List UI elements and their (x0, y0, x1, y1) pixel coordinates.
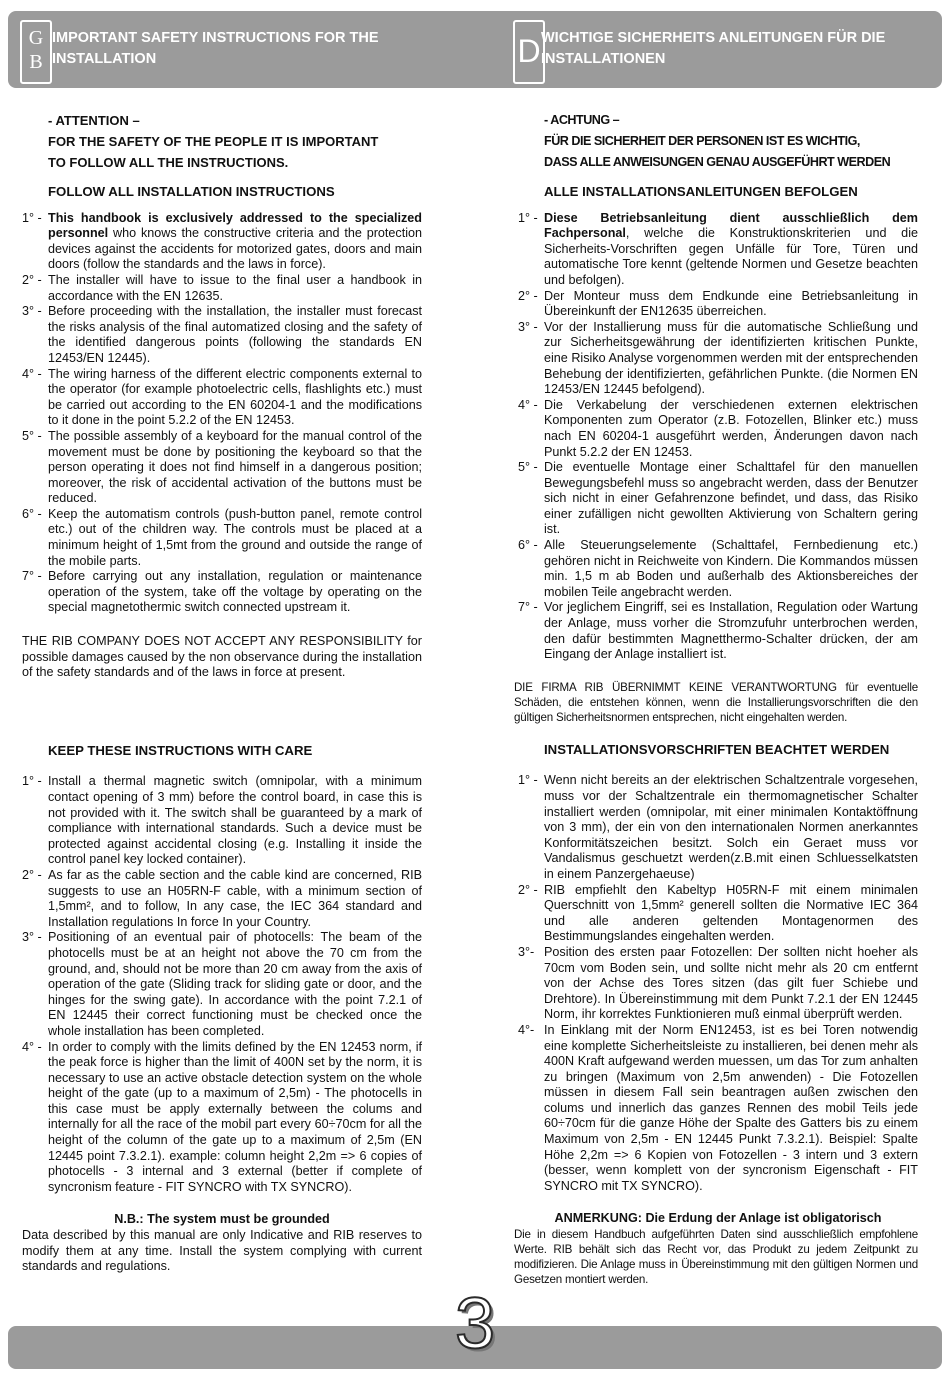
en-nb-text: Data described by this manual are only Indicative and RIB reserves to modify them at any time. Install the system complying with current standards and regulations. (22, 1228, 422, 1274)
list-item-text: Position des ersten paar Fotozellen: Der sollten nicht hoeher als 70cm vom Boden sein, und sollte nicht mehr als 20 cm entfernt von der Achse des Tores sitzen (das gilt fuer Schiebe und Drehtore). In Übereinstimmung mit dem Punkt 7.2.1 der EN 12445 Norm, ihr korrektes Funktionieren muß einmal überprüft werden. (544, 944, 918, 1022)
list-item (22, 774, 422, 868)
list-item-number: 7° - (22, 569, 42, 584)
list-item-number: 4° - (22, 366, 42, 381)
list-item-text: The possible assembly of a keyboard for the manual control of the movement must be done by positioning the keyboard so that the person operating it does not find himself in a dangerous position; moreover, the risk of accidental activation of the buttons must be reduced. (48, 428, 422, 506)
list-item-text: , welche die Konstruktionskriterien und die Sicherheits-Vorschriften gegen Unfälle für Tore, Türen und automatische Tore kennt (geltende Normen und Gesetze beachten und befolgen). (544, 226, 918, 287)
sicherheit-line-2: DASS ALLE ANWEISUNGEN GENAU AUSGEFÜHRT WERDEN (544, 155, 891, 169)
list-item (22, 429, 422, 507)
list-item (22, 367, 422, 429)
en-installation-list (22, 774, 422, 1195)
list-item (22, 930, 422, 1039)
list-item (22, 273, 422, 304)
list-item (22, 569, 422, 616)
list-item (518, 883, 918, 945)
list-item-number: 4° - (22, 1039, 42, 1054)
list-item-text: As far as the cable section and the cable kind are concerned, RIB suggests to use an H05RN-F cable, with a minimum section of 1,5mm², and to follow, In any case, the IEC 364 standard and Installation regulations In force In your Country. (48, 867, 422, 929)
header-d (503, 11, 943, 88)
list-item-number: 1° - (22, 210, 42, 225)
header-bar (8, 11, 942, 88)
list-item-text: Vor jeglichem Eingriff, sei es Installation, Regulation oder Wartung der Anlage, muss vorher die Stromzufuhr unterbrochen werden, den dafür bestimmten Magnetthermo-Schalter drücken, der am Eingang der Anlage installiert ist. (544, 600, 918, 662)
list-item-text: In Einklang mit der Norm EN12453, ist es bei Toren notwendig eine komplette Sicherheitsleiste zu installieren, bei denen mehr als 400N Kraft aufgewand werden muessen, um das Tor zum anhalten zu bringen (Maximum von 2,5m anwenden) - Die Fotozellen müssen in diesem Fall sein beantragen außen zwischen den colums und innerlich das ganzes Rennen des mobil Teils jede 60÷70cm für die ganze Höhe der Spalte des Gatters bis zu einem Maximum von 2,5m - EN 12445 Punkt 7.3.2.1). Beispiel: Spalte Höhe 2,2m => 6 Kopien von Fotozellen - 3 intern und 3 extern (besser, wenn komplett von der syncronism Eigenschaft - FIT SYNCRO mit TX SYNCRO). (544, 1022, 918, 1193)
list-item-text: Der Monteur muss dem Endkunde eine Betriebsanleitung in Übereinkunft der EN12635 überreichen. (544, 288, 918, 319)
list-item (22, 868, 422, 930)
befolgen-title: ALLE INSTALLATIONSANLEITUNGEN BEFOLGEN (544, 184, 858, 199)
sicherheit-line-1: FÜR DIE SICHERHEIT DER PERSONEN IST ES WICHTIG, (544, 134, 860, 148)
list-item (518, 945, 918, 1023)
en-rib-disclaimer-text: for possible damages caused by the non observance during the installation of the safety standards and of the laws in force at present. (22, 634, 423, 680)
list-item-number: 7° - (518, 600, 538, 615)
list-item-number: 2° - (22, 272, 42, 287)
list-item-number: 4° - (518, 397, 538, 412)
list-item (518, 398, 918, 460)
list-item (518, 320, 918, 398)
list-item-text: Alle Steuerungselemente (Schalttafel, Fernbedienung etc.) gehören nicht in Reichweite von Kindern. Die Kommandos müssen min. 1,5 m ab Boden und außerhalb des Aktionsbereiches der mobilen Teile angebracht werden. (544, 538, 918, 599)
german-column (514, 110, 918, 1287)
list-item-number: 3° - (22, 930, 42, 945)
list-item-number: 5° - (518, 460, 538, 475)
list-item-text: The wiring harness of the different electric components external to the operator (for example photoelectric cells, flashlights etc.) must be carried out according to the EN 60204-1 and the modifications to it done in the point 5.2.2 of the EN 12453. (48, 366, 422, 428)
list-item-text: Positioning of an eventual pair of photocells: The beam of the photocells must be at an height not above the 70 cm from the ground, and, should not be more than 20 cm away from the axis of operation of the gate (Sliding track for sliding gate or door, and the hinges for the swing gate). In accordance with the point 7.2.1 of EN 12445 their correct functioning must be checked once the whole installation has been completed. (48, 930, 422, 1038)
installationsvorschriften-title: INSTALLATIONSVORSCHRIFTEN BEACHTET WERDEN (544, 741, 890, 757)
list-item-text: who knows the constructive criteria and the protection devices against the accidents for motorized gates, doors and main doors (follow the standards and the laws in force). (48, 226, 422, 272)
list-item (518, 289, 918, 320)
list-item (518, 460, 918, 538)
list-item-number: 2° - (518, 288, 538, 303)
achtung-block (544, 110, 918, 173)
keep-instructions-title: KEEP THESE INSTRUCTIONS WITH CARE (48, 742, 313, 758)
list-item-number: 1° - (22, 774, 42, 789)
follow-instructions-title: FOLLOW ALL INSTALLATION INSTRUCTIONS (48, 184, 335, 199)
list-item-text: The installer will have to issue to the final user a handbook in accordance with the EN 12635. (48, 272, 422, 303)
list-item-number: 1° - (518, 210, 538, 225)
gb-badge-letter-g: G (28, 27, 44, 49)
de-installation-list (518, 773, 918, 1194)
en-nb-title: N.B.: The system must be grounded (114, 1212, 330, 1227)
list-item-text: Before carrying out any installation, regulation or maintenance operation of the system, take off the voltage by operating on the special magnetothermic switch connected upstream it. (48, 569, 422, 615)
list-item-number: 3°- (518, 944, 535, 959)
attention-block (48, 110, 422, 173)
list-item (22, 304, 422, 366)
list-item-number: 5° - (22, 428, 42, 443)
list-item (22, 507, 422, 569)
list-item (22, 211, 422, 273)
list-item-text: Before proceeding with the installation, the installer must forecast the risks analysis of the final automatized closing and the safety of the identified dangerous points (following the standards EN 12453/EN 12445). (48, 304, 422, 365)
list-item-text: Keep the automatism controls (push-button panel, remote control etc.) out of the children way. The controls must be placed at a minimum height of 1,5mt from the ground and outside the range of the mobile parts. (48, 506, 422, 568)
list-item-text: Die eventuelle Montage einer Schalttafel für den manuellen Bewegungsbefehl muss so angebracht werden, dass der Benutzer sich nicht in einer Gefahrenzone befindet, und dass, das Risiko einer zufälligen nicht gewollten Aktivierung von Schaltern gering ist. (544, 460, 918, 537)
list-item-number: 2° - (518, 882, 538, 897)
list-item-text: Die Verkabelung der verschiedenen externen elektrischen Komponenten zum Operator (z.B. Fotozellen, Blinker etc.) muss nach EN 60204-1 ausgeführt werden, Änderungen davon nach Punkt 5.2.2 der EN 12453. (544, 397, 918, 459)
list-item (22, 1040, 422, 1196)
gb-badge-letter-b: B (29, 51, 43, 73)
list-item-number: 1° - (518, 773, 538, 788)
de-rib-disclaimer-caps: DIE FIRMA RIB ÜBERNIMMT KEINE VERANTWORTUNG (514, 680, 837, 694)
list-item (518, 211, 918, 289)
list-item-number: 3° - (518, 319, 538, 334)
list-item-text: RIB empfiehlt den Kabeltyp H05RN-F mit einem minimalen Querschnitt von 1,5mm² generell sollten die Normative IEC 364 und alle anderen geltenden Montagenormen des Bestimmungslandes eingehalten werden. (544, 882, 918, 944)
en-rib-disclaimer-caps: THE RIB COMPANY DOES NOT ACCEPT ANY RESPONSIBILITY (22, 634, 403, 649)
list-item-text: Vor der Installierung muss für die automatische Schließung und zur Sicherheitsgewährung der identifizierten kritischen Punkte, eine Risiko Analyse vorgenommen werden mit der entsprechenden Behebung der identifizierten, gefährlichen Punkte. (die Normen EN 12453/EN 12445 befolgend). (544, 319, 918, 397)
de-instruction-list (518, 211, 918, 663)
d-header-title: WICHTIGE SICHERHEITS ANLEITUNGEN FÜR DIE INSTALLATIONEN (541, 30, 886, 67)
list-item-text: Wenn nicht bereits an der elektrischen Schaltzentrale vorgesehen, muss vor der Schaltzentrale ein thermomagnetischer Schalter installiert werden (omnipolar, mit einer minimalen Kontaktöffnung von 3 mm), der ein von den internationalen Normen anerkanntes Konformitätszeichen besitzt. Solch ein Geraet muss vor Vandalismus geschuetzt werden(z.B.mit einen Schluesselkatsten in einem Panzergehaeuse) (544, 773, 918, 881)
safety-line-2: TO FOLLOW ALL THE INSTRUCTIONS. (48, 155, 289, 170)
en-rib-disclaimer (22, 634, 422, 681)
de-nb-title: ANMERKUNG: Die Erdung der Anlage ist obligatorisch (554, 1211, 882, 1226)
list-item (518, 600, 918, 662)
list-item-number: 6° - (518, 538, 538, 553)
list-item (518, 773, 918, 882)
achtung-heading: - ACHTUNG – (544, 113, 620, 127)
de-rib-disclaimer (514, 680, 918, 725)
list-item-number: 6° - (22, 506, 42, 521)
en-instruction-list (22, 211, 422, 616)
safety-line-1: FOR THE SAFETY OF THE PEOPLE IT IS IMPORTANT (48, 134, 379, 149)
list-item-number: 4°- (518, 1022, 535, 1037)
gb-language-badge (20, 20, 52, 84)
list-item-number: 2° - (22, 867, 42, 882)
list-item-bold-text: Diese Betriebsanleitung dient ausschließlich dem Fachpersonal (544, 210, 918, 241)
list-item-bold-text: This handbook is exclusively addressed to the specialized personnel (48, 210, 422, 241)
page-number: 3 (455, 1284, 496, 1364)
attention-heading: - ATTENTION – (48, 113, 140, 128)
gb-header-title: IMPORTANT SAFETY INSTRUCTIONS FOR THE INSTALLATION (52, 30, 379, 67)
d-language-badge: D (513, 20, 545, 84)
de-nb-text: Die in diesem Handbuch aufgeführten Daten sind ausschließlich empfohlene Werte. RIB behält sich das Recht vor, das Produkt zu jedem Zeitpunkt zu modifizieren. Die Anlage muss in Übereinstimmung mit den gültigen Normen und Gesetzen montiert werden. (514, 1228, 918, 1287)
list-item (518, 538, 918, 600)
de-rib-disclaimer-text: für eventuelle Schäden, die entstehen können, wenn die Installierungsvorschriften die den gültigen Sicherheitsnormen entsprechen, nicht eingehalten werden. (514, 680, 918, 724)
list-item-text: Install a thermal magnetic switch (omnipolar, with a minimum contact opening of 3 mm) before the control board, in case this is not provided with it. The switch shall be guaranteed by a mark of compliance with international standards. Such a device must be protected against accidental closing (e.g. Installing it inside the control panel key locked container). (48, 774, 422, 867)
list-item-text: In order to comply with the limits defined by the EN 12453 norm, if the peak force is higher than the limit of 400N set by the norm, it is necessary to use an active obstacle detection system on the whole height of the gate (up to a maximum of 2,5m) - The photocells in this case must be apply externally between the colums and internally for all the race of the mobil part every 60÷70cm for all the height of the column of the gate up to a maximum of 2,5m (EN 12445 point 7.3.2.1). example: column height 2,2m => 6 copies of photocells - 3 internal and 3 external (better if complete of syncronism feature - FIT SYNCRO with TX SYNCRO). (48, 1039, 422, 1194)
english-column (22, 110, 422, 1275)
list-item (518, 1023, 918, 1195)
list-item-number: 3° - (22, 304, 42, 319)
header-gb (8, 11, 478, 88)
